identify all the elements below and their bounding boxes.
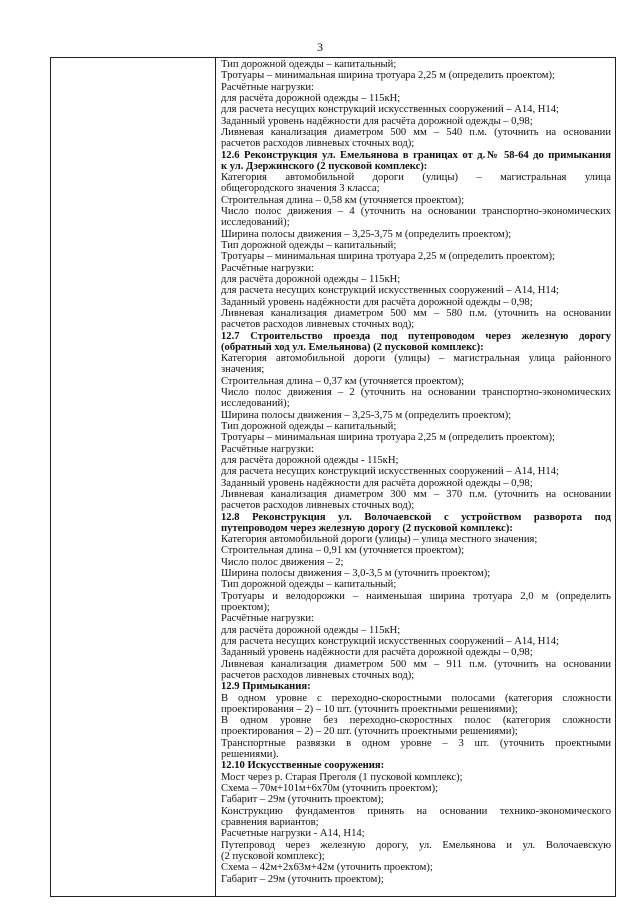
- text-line: проектирования – 2) – 10 шт. (уточнить проектными решениями);: [221, 703, 518, 715]
- section-heading-line: к ул. Дзержинского (2 пусковой комплекс):: [221, 160, 428, 172]
- text-line: Строительная длина – 0,37 км (уточняется проектом);: [221, 375, 465, 387]
- text-line: Схема – 42м+2х63м+42м (уточнить проектом);: [221, 862, 433, 874]
- text-line: Заданный уровень надёжности для расчёта дорожной одежды – 0,98;: [221, 296, 533, 308]
- text-line: Число полос движения – 2;: [221, 556, 344, 568]
- text-line: (2 пусковой комплекс);: [221, 850, 325, 862]
- text-line: решениями).: [221, 749, 279, 761]
- text-line: Мост через р. Старая Преголя (1 пусковой комплекс);: [221, 771, 463, 783]
- text-line: Ливневая канализация диаметром 300 мм – 370 п.м. (уточнить на основании: [221, 488, 611, 500]
- section-heading-line: путепроводом через железную дорогу (2 пусковой комплекс):: [221, 522, 513, 534]
- text-line: В одном уровне с переходно-скоростными полосами (категория сложности: [221, 692, 611, 704]
- text-line: значения;: [221, 364, 265, 376]
- text-line: Категория автомобильной дороги (улицы) – магистральная улица районного: [221, 353, 611, 365]
- text-line: для расчёта дорожной одежды – 115кН;: [221, 273, 401, 285]
- section-heading-line: 12.9 Примыкания:: [221, 681, 311, 693]
- text-line: расчетов расходов ливневых сточных вод);: [221, 669, 415, 681]
- text-line: для расчета несущих конструкций искусственных сооружений – А14, Н14;: [221, 285, 559, 297]
- text-line: Тротуары – минимальная ширина тротуара 2,25 м (определить проектом);: [221, 70, 555, 82]
- text-line: Строительная длина – 0,91 км (уточняется проектом);: [221, 545, 465, 557]
- text-line: Ливневая канализация диаметром 500 мм – 911 п.м. (уточнить на основании: [221, 658, 611, 670]
- text-line: Расчётные нагрузки:: [221, 443, 314, 455]
- requirements-table: [50, 57, 616, 897]
- text-line: Транспортные развязки в одном уровне – 3 шт. (уточнить проектными: [221, 737, 611, 749]
- text-line: Тротуары – минимальная ширина тротуара 2,25 м (определить проектом);: [221, 432, 555, 444]
- text-line: Тип дорожной одежды – капитальный;: [221, 59, 397, 70]
- table-left-column: [51, 58, 216, 896]
- text-line: Тип дорожной одежды – капитальный;: [221, 240, 397, 251]
- text-line: общегородского значения 3 класса;: [221, 183, 380, 195]
- text-line: Тип дорожной одежды – капитальный;: [221, 421, 397, 432]
- text-line: Строительная длина – 0,58 км (уточняется проектом);: [221, 194, 465, 206]
- text-line: Ливневая канализация диаметром 500 мм – 580 п.м. (уточнить на основании: [221, 307, 611, 319]
- text-line: Тротуары и велодорожки – наименьшая ширина тротуара 2,0 м (определить: [221, 590, 611, 602]
- text-line: Габарит – 29м (уточнить проектом);: [221, 794, 384, 806]
- text-line: расчетов расходов ливневых сточных вод);: [221, 319, 415, 331]
- text-line: Расчётные нагрузки:: [221, 81, 314, 93]
- text-line: Категория автомобильной дороги (улицы) – магистральная улица: [221, 172, 611, 184]
- section-heading-line: 12.7 Строительство проезда под путепроводом через железную дорогу: [221, 330, 611, 342]
- table-right-column: [217, 58, 615, 896]
- text-line: Расчётные нагрузки:: [221, 262, 314, 274]
- text-line: Заданный уровень надёжности для расчёта дорожной одежды – 0,98;: [221, 115, 533, 127]
- text-line: Тротуары – минимальная ширина тротуара 2,25 м (определить проектом);: [221, 251, 555, 263]
- text-line: Расчетные нагрузки - А14, Н14;: [221, 828, 365, 840]
- text-line: Габарит – 29м (уточнить проектом);: [221, 873, 384, 885]
- text-line: для расчёта дорожной одежды – 115кН;: [221, 92, 401, 104]
- text-line: В одном уровне без переходно-скоростных полос (категория сложности: [221, 715, 611, 727]
- text-line: Ширина полосы движения – 3,25-3,75 м (определить проектом);: [221, 409, 512, 421]
- text-line: Ливневая канализация диаметром 500 мм – 540 п.м. (уточнить на основании: [221, 126, 611, 138]
- text-line: исследований);: [221, 217, 290, 229]
- section-heading-line: 12.8 Реконструкция ул. Волочаевской с устройством разворота под: [221, 511, 611, 523]
- text-line: проектирования – 2) – 20 шт. (уточнить проектными решениями);: [221, 726, 518, 738]
- text-line: расчетов расходов ливневых сточных вод);: [221, 500, 415, 512]
- text-line: Ширина полосы движения – 3,0-3,5 м (уточнить проектом);: [221, 568, 491, 580]
- text-line: проектом);: [221, 602, 270, 613]
- section-heading-line: (обратный ход ул. Емельянова) (2 пусковой комплекс):: [221, 341, 484, 353]
- text-line: Заданный уровень надёжности для расчёта дорожной одежды – 0,98;: [221, 647, 533, 659]
- text-line: сравнения вариантов;: [221, 816, 319, 828]
- text-line: Путепровод через железную дорогу, ул. Емельянова и ул. Волочаевскую: [221, 839, 611, 851]
- text-line: Схема – 70м+101м+6х70м (уточнить проектом);: [221, 783, 439, 794]
- text-line: Тип дорожной одежды – капитальный;: [221, 579, 397, 591]
- text-line: расчетов расходов ливневых сточных вод);: [221, 138, 415, 150]
- text-line: Конструкцию фундаментов принять на основании технико-экономического: [221, 805, 611, 817]
- text-line: Расчётные нагрузки:: [221, 613, 314, 625]
- text-line: для расчета несущих конструкций искусственных сооружений – А14, Н14;: [221, 104, 559, 116]
- section-heading-line: 12.10 Искусственные сооружения:: [221, 760, 385, 772]
- page-number: 3: [317, 40, 323, 54]
- text-line: для расчёта дорожной одежды - 115кН;: [221, 454, 399, 466]
- text-line: для расчёта дорожной одежды – 115кН;: [221, 624, 401, 636]
- text-line: исследований);: [221, 398, 290, 410]
- text-line: Ширина полосы движения – 3,25-3,75 м (определить проектом);: [221, 228, 512, 240]
- text-line: Заданный уровень надёжности для расчёта дорожной одежды – 0,98;: [221, 477, 533, 489]
- text-line: Число полос движения – 2 (уточнить на основании транспортно-экономических: [221, 387, 611, 399]
- text-line: Число полос движения – 4 (уточнить на основании транспортно-экономических: [221, 206, 611, 218]
- text-line: для расчета несущих конструкций искусственных сооружений – А14, Н14;: [221, 635, 559, 647]
- text-line: для расчета несущих конструкций искусственных сооружений – А14, Н14;: [221, 466, 559, 478]
- text-line: Категория автомобильной дороги (улицы) – улица местного значения;: [221, 534, 538, 546]
- section-heading-line: 12.6 Реконструкция ул. Емельянова в границах от д.№ 58-64 до примыкания: [221, 149, 611, 161]
